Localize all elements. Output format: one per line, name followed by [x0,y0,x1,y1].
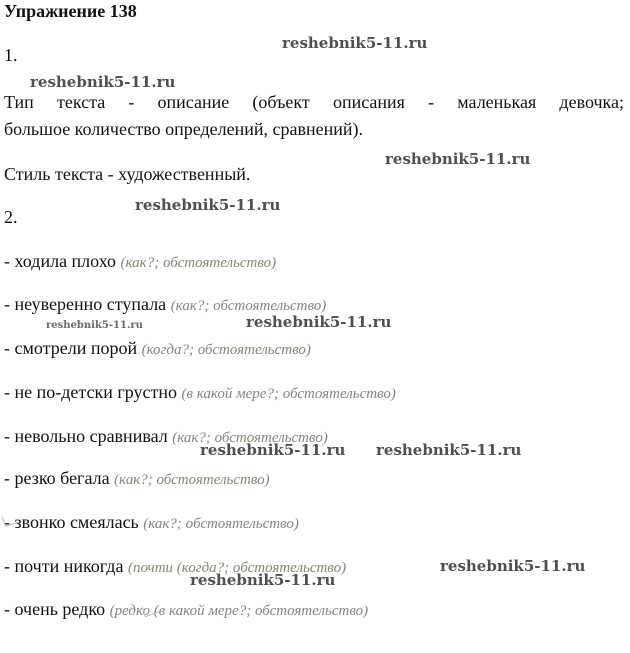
answer-note: (как?; обстоятельство) [114,472,270,488]
answer-note: (как?; обстоятельство) [170,298,327,314]
answer-phrase: - звонко смеялась [4,512,139,532]
answer-note: (когда?; обстоятельство) [141,342,311,358]
watermark: reshebnik5-11.ru [385,150,531,168]
answer-phrase: - очень редко [4,599,106,619]
watermark: reshebnik5-11.ru [190,571,336,589]
answer-note: (как?; обстоятельство) [172,430,328,446]
section-1-number: 1. [4,45,18,65]
watermark: reshebnik5-11.ru [246,313,392,331]
section-2-number: 2. [4,207,18,227]
watermark: reshebnik5-11.ru [282,34,428,52]
text-style-line: Стиль текста - художественный. [4,164,251,184]
watermark: reshebnik5-11.ru [200,441,346,459]
answer-note: (редко (в какой мере?; обстоятельство) [109,603,369,619]
answer-item [4,511,299,535]
watermark: reshebnik5-11.ru [135,196,281,214]
answer-item [4,381,396,405]
answer-phrase: - не по-детски грустно [4,382,177,402]
answer-phrase: - невольно сравнивал [4,426,168,446]
text-type-line-1: Тип текста - описание (объект описания - маленькая девочка; [4,92,624,112]
answer-phrase: - неуверенно ступала [4,294,167,314]
watermark: reshebnik5-11.ru [440,557,586,575]
text-type-line-2: большое количество определений, сравнений). [4,119,364,139]
answer-phrase: - резко бегала [4,468,110,488]
watermark: reshebnik5-11.ru [46,320,143,331]
answer-phrase: - ходила плохо [4,251,117,271]
answer-item [4,467,270,491]
watermark: reshebnik5-11.ru [30,73,176,91]
answer-item [4,598,368,622]
watermark: reshebnik5-11.ru [376,441,522,459]
answer-note: (как?; обстоятельство) [120,255,277,271]
answer-phrase: - смотрели порой [4,338,138,358]
answer-note: (в какой мере?; обстоятельство) [181,386,396,402]
answer-item [4,250,276,274]
answer-note: (почти (когда?; обстоятельство) [127,560,347,576]
answer-item [4,337,311,361]
exercise-title: Упражнение 138 [4,1,137,21]
answer-phrase: - почти никогда [4,556,124,576]
answer-note: (как?; обстоятельство) [143,516,299,532]
